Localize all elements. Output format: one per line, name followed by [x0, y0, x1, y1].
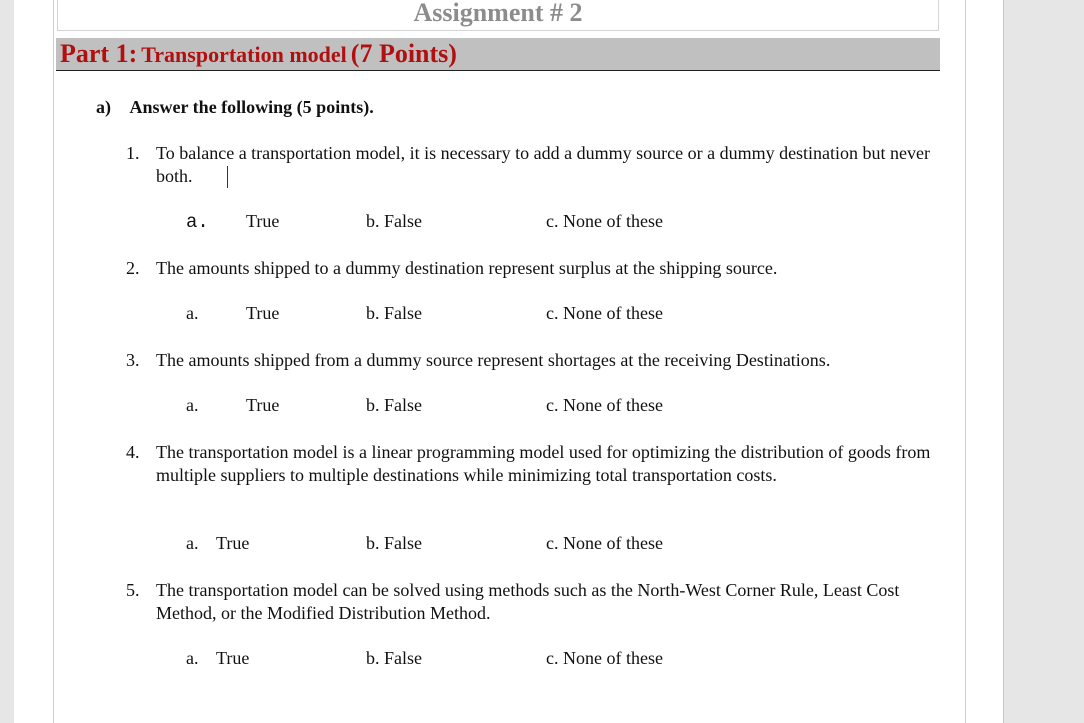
option-a-marker: a. — [186, 648, 199, 668]
document-page[interactable] — [14, 0, 1003, 723]
question-text: The transportation model is a linear programming model used for optimizing the distribution of goods from multiple suppliers to multiple destinations while minimizing total transportation costs. — [156, 442, 931, 485]
option-true: True — [246, 303, 280, 323]
part-heading — [56, 38, 940, 71]
option-a-marker: a. — [186, 533, 199, 553]
option-false: b. False — [366, 303, 422, 323]
text-cursor — [227, 166, 228, 188]
question-text: To balance a transportation model, it is necessary to add a dummy source or a dummy destination but never both. — [156, 143, 931, 186]
part-prefix: Part 1: — [60, 39, 138, 68]
option-false: b. False — [366, 533, 422, 553]
question-number: 1. — [126, 143, 140, 163]
title-box[interactable] — [57, 0, 939, 31]
part-title: Transportation model — [141, 42, 347, 67]
section-title: Answer the following (5 points). — [129, 97, 374, 117]
question-number: 4. — [126, 442, 140, 462]
option-none: c. None of these — [546, 303, 663, 323]
left-gutter — [0, 0, 14, 723]
option-true: True — [246, 395, 280, 415]
question-text: The amounts shipped from a dummy source represent shortages at the receiving Destinations. — [156, 350, 831, 370]
question-number: 2. — [126, 258, 140, 278]
option-a-marker: a. — [186, 395, 199, 415]
question-number: 5. — [126, 580, 140, 600]
option-none: c. None of these — [546, 395, 663, 415]
document-title: Assignment # 2 — [413, 0, 583, 27]
option-none: c. None of these — [546, 533, 663, 553]
page-edge — [1003, 0, 1004, 723]
option-true: True — [216, 648, 250, 668]
section-heading — [96, 97, 374, 118]
option-false: b. False — [366, 211, 422, 231]
option-none: c. None of these — [546, 211, 663, 231]
part-points: (7 Points) — [350, 39, 457, 68]
question-number: 3. — [126, 350, 140, 370]
option-true: True — [216, 533, 250, 553]
question-text: The amounts shipped to a dummy destination represent surplus at the shipping source. — [156, 258, 778, 278]
question-text: The transportation model can be solved using methods such as the North-West Corner Rule, Least Cost Method, or the Modified Distribution Method. — [156, 580, 900, 623]
option-a-marker: a. — [186, 303, 199, 323]
option-true: True — [246, 211, 280, 231]
section-marker: a) — [96, 97, 111, 117]
option-none: c. None of these — [546, 648, 663, 668]
option-a-marker: a. — [186, 211, 209, 233]
option-false: b. False — [366, 395, 422, 415]
option-false: b. False — [366, 648, 422, 668]
